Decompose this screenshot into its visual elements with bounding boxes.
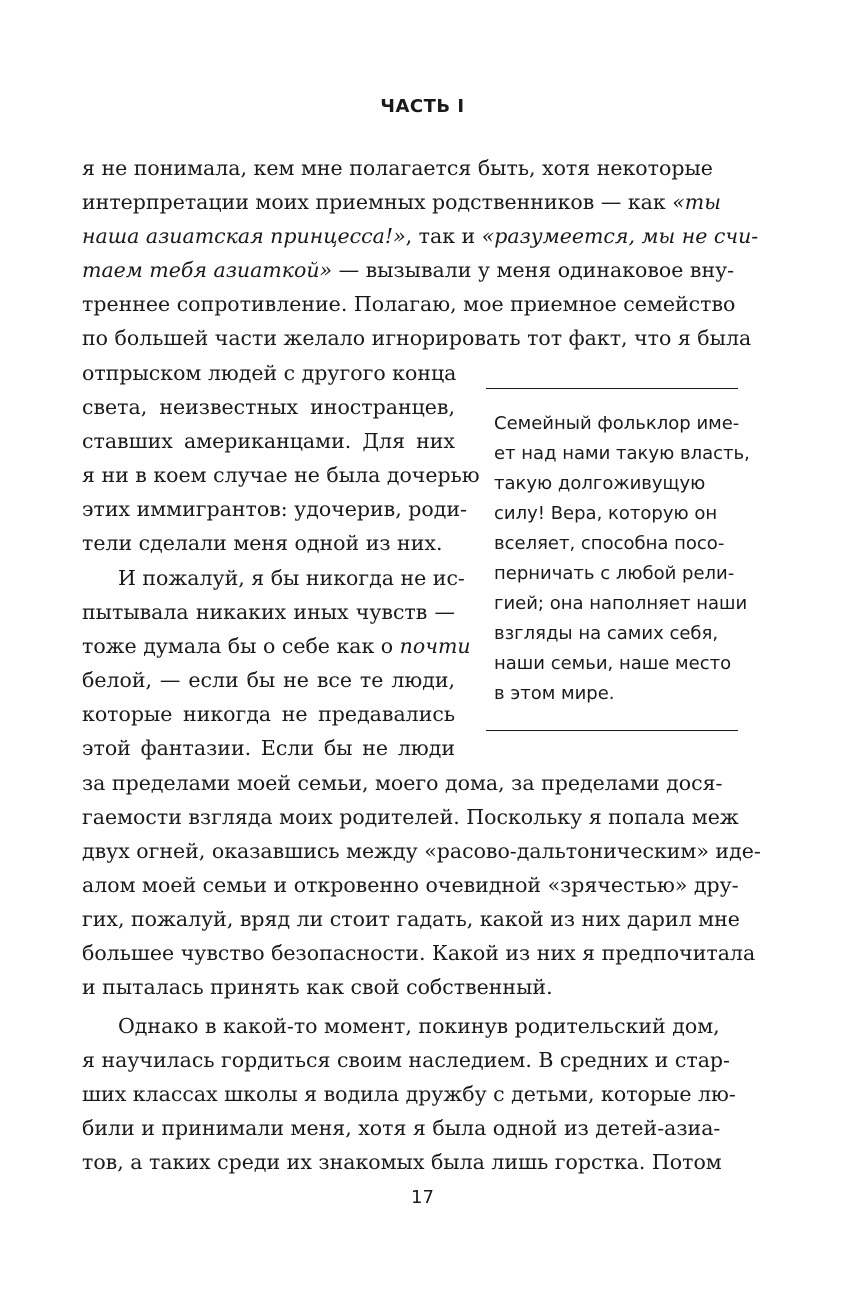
pull-quote-top-rule xyxy=(486,388,738,389)
body-line: этих иммигрантов: удочерив, роди- xyxy=(82,497,467,521)
pull-quote-line: наши семьи, наше место xyxy=(494,653,732,674)
body-line: ших классах школы я водила дружбу с детьми, которые лю- xyxy=(82,1082,736,1106)
body-line: света, неизвестных иностранцев, xyxy=(82,395,455,419)
body-line: били и принимали меня, хотя я была одной из детей-азиа- xyxy=(82,1116,721,1140)
body-line: пытывала никаких иных чувств — xyxy=(82,600,455,624)
body-line: алом моей семьи и откровенно очевидной «зрячестью» дру- xyxy=(82,873,739,897)
body-line: белой, — если бы не все те люди, xyxy=(82,668,455,692)
body-line: отпрыском людей с другого конца xyxy=(82,361,457,385)
body-line: по большей части желало игнорировать тот факт, что я была xyxy=(82,326,752,350)
pull-quote-line: ет над нами такую власть, xyxy=(494,443,750,464)
body-line: тов, а таких среди их знакомых была лишь горстка. Потом xyxy=(82,1150,722,1174)
chapter-header: ЧАСТЬ I xyxy=(380,96,465,117)
body-line: я ни в коем случае не была дочерью xyxy=(82,463,480,487)
body-line: я научилась гордиться своим наследием. В средних и стар- xyxy=(82,1048,730,1072)
body-line: Однако в какой-то момент, покинув родительский дом, xyxy=(118,1014,720,1038)
pull-quote-line: в этом мире. xyxy=(494,683,615,704)
body-line: тоже думала бы о себе как о почти xyxy=(82,634,471,658)
pull-quote-line: силу! Вера, которую он xyxy=(494,503,718,524)
pull-quote-line: вселяет, способна посо- xyxy=(494,533,725,554)
body-line: я не понимала, кем мне полагается быть, хотя некоторые xyxy=(82,156,713,180)
pull-quote-line: взгляды на самих себя, xyxy=(494,623,719,644)
body-line: этой фантазии. Если бы не люди xyxy=(82,736,455,760)
body-line: гаемости взгляда моих родителей. Поскольку я попала меж xyxy=(82,805,739,829)
body-line: тели сделали меня одной из них. xyxy=(82,531,443,555)
body-line: которые никогда не предавались xyxy=(82,702,455,726)
pull-quote-line: гией; она наполняет наши xyxy=(494,593,748,614)
body-line: треннее сопротивление. Полагаю, мое приемное семейство xyxy=(82,292,736,316)
pull-quote-bottom-rule xyxy=(486,730,738,731)
body-line: интерпретации моих приемных родственников — как «ты xyxy=(82,190,721,214)
body-line: ставших американцами. Для них xyxy=(82,429,455,453)
body-line: таем тебя азиаткой» — вызывали у меня одинаковое вну- xyxy=(82,258,735,282)
body-line: двух огней, оказавшись между «расово-дальтоническим» иде- xyxy=(82,839,761,863)
body-line: большее чувство безопасности. Какой из них я предпочитала xyxy=(82,941,756,965)
body-line: за пределами моей семьи, моего дома, за пределами дося- xyxy=(82,771,723,795)
page-number: 17 xyxy=(411,1187,434,1208)
body-line: И пожалуй, я бы никогда не ис- xyxy=(118,566,465,590)
body-line: наша азиатская принцесса!», так и «разумеется, мы не счи- xyxy=(82,224,759,248)
pull-quote-line: Семейный фольклор име- xyxy=(494,413,740,434)
pull-quote-line: такую долгоживущую xyxy=(494,473,706,494)
body-line: гих, пожалуй, вряд ли стоит гадать, какой из них дарил мне xyxy=(82,907,740,931)
body-line: и пыталась принять как свой собственный. xyxy=(82,975,553,999)
pull-quote-line: перничать с любой рели- xyxy=(494,563,735,584)
